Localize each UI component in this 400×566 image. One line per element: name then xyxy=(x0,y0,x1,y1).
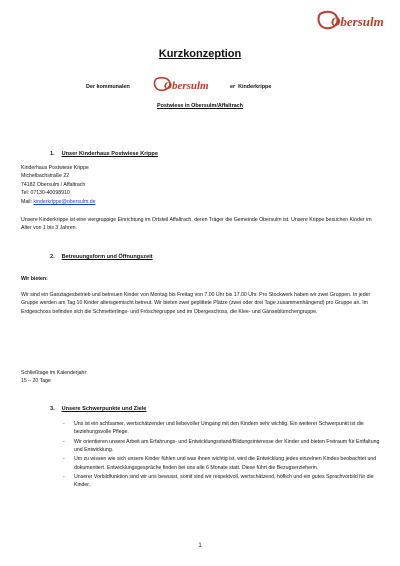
section3-title: Unsere Schwerpunkte und Ziele xyxy=(61,406,147,412)
subtitle-suffix: er Kinderkrippe xyxy=(230,84,272,90)
list-item: - Unserer Vorbildfunktion sind wir uns bewusst, somit sind wir respektvoll, wertschätzend, höflich und ein gutes Sprachvorbild für die Kinder. xyxy=(62,473,382,490)
obersulm-logo xyxy=(314,8,394,34)
svg-text:Obersulm: Obersulm xyxy=(331,14,384,29)
address-line: Tel: 07130-40098910 xyxy=(21,190,70,197)
page-title: Kurzkonzeption xyxy=(158,48,242,60)
list-item: - Wir orientieren unsere Arbeit am Erfahrungs- und Entwicklungsstand/Bildungsinteresse der Kinder und bieten Freiraum für Entfaltung und Entwicklung. xyxy=(62,438,382,455)
closing-days xyxy=(21,369,321,386)
section3-heading xyxy=(50,406,146,412)
list-item: - Uns ist ein achtsamer, wertschätzender und liebevoller Umgang mit den Kindern sehr wichtig. Ein weiterer Schwerpunkt ist die beziehungsvolle Pflege. xyxy=(62,420,382,437)
goals-list xyxy=(62,420,382,490)
address-block xyxy=(21,164,371,206)
section1-paragraph: Unsere Kinderkrippe ist eine viergruppige Einrichtung im Ortsteil Affaltrach, deren Träger die Gemeinde Obersulm ist. Unsere Krippe besuchen Kinder im Alter von 1 bis 3 Jahren. xyxy=(21,217,372,232)
address-line: Kinderhaus Postwiese Krippe xyxy=(21,165,89,171)
subtitle xyxy=(80,77,340,97)
svg-text:Obersulm: Obersulm xyxy=(164,80,209,92)
section2-paragraph: Wir sind ein Ganztagesbetrieb und betreuen Kinder von Montag bis Freitag von 7.00 Uhr bis 17.00 Uhr. Pro Stockwerk haben wir zwei Gruppen. In jeder Gruppe werden am Tag 10 Kinder altersgemischt betreut. Wir bieten zwei geplittete Plätze (zwei oder drei Tage zusammenhängend) pro Gruppe an. Im Erdgeschoss befinden sich die Schmetterlings- und Fröschegruppe und im Obergeschoss, die Klee- und Gänseblümchengruppe. xyxy=(21,292,371,315)
page-number: 1 xyxy=(198,543,202,549)
mail-label: Mail: xyxy=(21,198,34,205)
section2-heading xyxy=(50,254,153,260)
subtitle-location: Postwiese in Obersulm/Affaltrach xyxy=(157,103,243,109)
closing-days-label: Schließtage im Kalenderjahr: xyxy=(21,370,88,376)
section2-subheading: Wir bieten: xyxy=(21,276,48,282)
section1-title: Unser Kinderhaus Postwiese Krippe xyxy=(61,151,158,157)
closing-days-value: 15 – 20 Tage xyxy=(21,378,51,385)
section1-heading xyxy=(50,151,158,157)
list-item: - Um zu wissen wie sich unsere Kinder fühlen und was ihnen wichtig ist, wird die Entwicklung jedes einzelnen Kindes beobachtet und dokumentiert. Entwicklungsgespräche finden bei uns alle 6 Monate statt. Diese führt die Bezugserzieherin. xyxy=(62,455,382,472)
mail-link[interactable]: kinderkrippe@obersulm.de xyxy=(33,198,96,205)
section3-number: 3. xyxy=(50,406,55,412)
subtitle-prefix: Der kommunalen xyxy=(86,84,130,90)
section2-number: 2. xyxy=(50,254,55,260)
mail-line xyxy=(21,198,371,206)
section1-number: 1. xyxy=(50,151,55,157)
address-line: 74182 Obersulm / Affaltrach xyxy=(21,181,86,188)
address-line: Michelbachstraße 22 xyxy=(21,173,70,180)
section2-title: Betreuungsform und Öffnungszeit xyxy=(61,254,153,260)
subtitle-logo xyxy=(152,75,226,95)
